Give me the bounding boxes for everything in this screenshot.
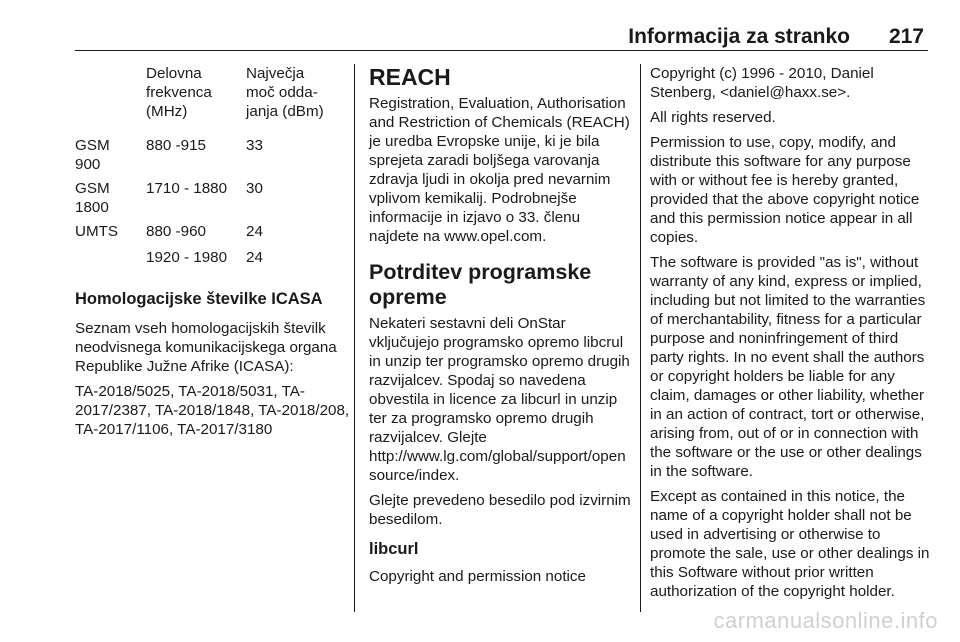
software-paragraph: Nekateri sestavni deli OnStar vključujejo programsko opremo libcrul in unzip ter programsko opremo drugih razvijalcev. Spodaj so navedena obvestila in licence za libcurl in unzip ter za programsko opremo drugih razvijalcev. Glejte http://www.lg.com/global/support/opensource/index.: [369, 315, 630, 484]
column-divider: [354, 64, 355, 612]
software-paragraph: Glejte prevedeno besedilo pod izvirnim besedilom.: [369, 492, 631, 528]
table-cell-frequency: 880 -960: [146, 223, 206, 240]
table-cell-frequency: 1920 - 1980: [146, 249, 228, 266]
table-cell-frequency: 1710 - 1880: [146, 180, 228, 197]
table-cell-power: 24: [246, 249, 263, 266]
frequency-table: [75, 64, 350, 279]
table-cell-band: GSM 900: [75, 137, 110, 173]
reach-body: Registration, Evaluation, Authorisation and Restriction of Chemicals (REACH) je uredba Evropske unije, ki je bila sprejeta zaradi boljšega varovanja zdravja ljudi in okolja pred nevarnim vplivom kemikalij. Podrobnejše informacije in izjavo o 33. členu najdete na www.opel.com.: [369, 95, 630, 245]
software-heading: Potrditev programske opreme: [369, 260, 592, 309]
icasa-numbers: TA-2018/5025, TA-2018/5031, TA-2017/2387, TA-2018/1848, TA-2018/208, TA-2017/1106, TA-2017/3180: [75, 383, 350, 438]
icasa-heading: Homologacijske številke ICASA: [75, 290, 323, 308]
license-copyright: Copyright (c) 1996 - 2010, Daniel Stenberg, <daniel@haxx.se>.: [650, 65, 874, 101]
libcurl-intro: Copyright and permission notice: [369, 568, 586, 585]
license-rights: All rights reserved.: [650, 109, 776, 126]
column-divider: [640, 64, 641, 612]
page-number: 217: [888, 25, 924, 48]
license-except: Except as contained in this notice, the name of a copyright holder shall not be used in advertising or otherwise to promote the sale, use or other dealings in this Software without prior written authorization of the copyright holder.: [650, 488, 930, 600]
reach-heading: REACH: [369, 64, 451, 90]
table-cell-frequency: 880 -915: [146, 137, 206, 154]
table-cell-power: 33: [246, 137, 263, 154]
license-permission: Permission to use, copy, modify, and distribute this software for any purpose with or without fee is hereby granted, provided that the above copyright notice and this permission notice appear in all copies.: [650, 134, 920, 246]
watermark: carmanualsonline.info: [713, 608, 938, 633]
table-cell-power: 30: [246, 180, 263, 197]
icasa-intro: Seznam vseh homologacijskih številk neodvisnega komunikacijskega organa Republike Južne Afrike (ICASA):: [75, 320, 337, 375]
page-title: Informacija za stranko: [628, 25, 850, 48]
table-cell-band: GSM 1800: [75, 180, 110, 216]
table-header-power: Največja moč odda- janja (dBm): [246, 65, 324, 120]
column-middle: [369, 64, 632, 592]
table-cell-band: UMTS: [75, 223, 119, 240]
column-right: [650, 64, 930, 607]
table-header-frequency: Delovna frekvenca (MHz): [146, 65, 212, 120]
column-left: [75, 64, 350, 445]
libcurl-heading: libcurl: [369, 540, 419, 558]
page-header: [75, 26, 928, 51]
license-warranty: The software is provided "as is", without warranty of any kind, express or implied, including but not limited to the warranties of merchantability, fitness for a particular purpose and noninfringement of third party rights. In no event shall the authors or copyright holders be liable for any claim, damages or other liability, whether in an action of contract, tort or otherwise, arising from, out of or in connection with the software or the use or other dealings in the software.: [650, 254, 926, 480]
table-cell-power: 24: [246, 223, 263, 240]
